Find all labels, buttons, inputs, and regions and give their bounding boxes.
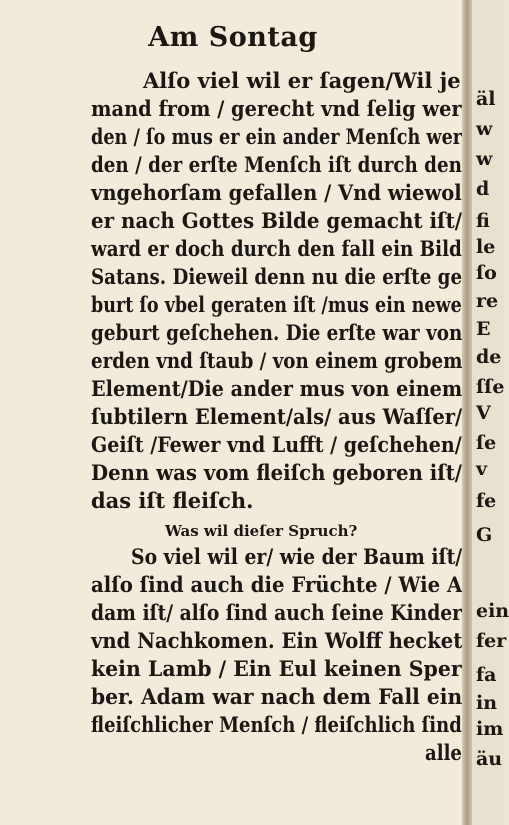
- adjacent-page-fragment: ſſe: [476, 376, 505, 398]
- text-line: fleiſchlicher Menſch / fleiſchlich ſind: [91, 712, 462, 737]
- adjacent-page-fragment: im: [476, 718, 504, 740]
- text-line: Denn was vom fleiſch geboren iſt/: [91, 460, 463, 485]
- adjacent-page-fragment: le: [476, 236, 496, 258]
- adjacent-page-fragment: d: [476, 178, 490, 200]
- page-header: Am Sontag: [148, 22, 318, 53]
- text-line: erden vnd ſtaub / von einem grobem: [91, 348, 463, 373]
- text-line: das iſt fleiſch.: [91, 488, 254, 513]
- adjacent-page-fragment: V: [476, 402, 491, 424]
- text-line: Satans. Dieweil denn nu die erſte ge: [91, 264, 463, 289]
- adjacent-page-fragment: G: [476, 524, 493, 546]
- adjacent-page-fragment: ſo: [476, 262, 497, 284]
- text-line: alſo ſind auch die Früchte / Wie A: [91, 572, 463, 597]
- text-line: vngehorſam gefallen / Vnd wiewol: [91, 180, 462, 205]
- text-line: ber. Adam war nach dem Fall ein: [91, 684, 463, 709]
- text-line: ward er doch durch den fall ein Bild: [91, 236, 462, 261]
- adjacent-page-fragment: re: [476, 290, 499, 312]
- adjacent-page-fragment: fa: [476, 664, 497, 686]
- text-line: vnd Nachkomen. Ein Wolff hecket: [91, 628, 463, 653]
- text-line: alle: [425, 740, 462, 765]
- adjacent-page-fragment: in: [476, 692, 498, 714]
- text-line: den / ſo mus er ein ander Menſch wer: [91, 124, 463, 149]
- adjacent-page-fragment: ein: [476, 600, 509, 622]
- text-line: mand from / gerecht vnd ſelig wer: [91, 96, 462, 121]
- text-line: ſubtilern Element/als/ aus Waſſer/: [91, 404, 463, 429]
- text-line: geburt geſchehen. Die erſte war von: [91, 320, 463, 345]
- adjacent-page-edge: [472, 0, 509, 825]
- adjacent-page-fragment: de: [476, 346, 502, 368]
- adjacent-page-fragment: fi: [476, 210, 490, 232]
- adjacent-page-fragment: ſe: [476, 432, 497, 454]
- adjacent-page-fragment: w: [476, 118, 493, 140]
- text-line: den / der erſte Menſch iſt durch den: [91, 152, 462, 177]
- adjacent-page-fragment: fe: [476, 490, 497, 512]
- text-line: burt ſo vbel geraten iſt /mus ein newe: [91, 292, 462, 317]
- text-line: er nach Gottes Bilde gemacht iſt/: [91, 208, 463, 233]
- adjacent-page-fragment: E: [476, 318, 491, 340]
- text-line: dam iſt/ alſo ſind auch ſeine Kinder: [91, 600, 463, 625]
- adjacent-page-fragment: v: [476, 458, 488, 480]
- adjacent-page-fragment: w: [476, 148, 493, 170]
- text-line: Alſo viel wil er ſagen/Wil je: [143, 68, 461, 93]
- book-gutter: [462, 0, 472, 825]
- text-line: Element/Die ander mus von einem: [91, 376, 463, 401]
- text-line: kein Lamb / Ein Eul keinen Sper: [91, 656, 462, 681]
- adjacent-page-fragment: äu: [476, 748, 503, 770]
- section-question: Was wil dieſer Spruch?: [165, 522, 358, 540]
- text-line: So viel wil er/ wie der Baum iſt/: [131, 544, 463, 569]
- adjacent-page-fragment: fer: [476, 630, 507, 652]
- adjacent-page-fragment: äl: [476, 88, 496, 110]
- text-line: Geiſt /Fewer vnd Lufft / geſchehen/: [91, 432, 462, 457]
